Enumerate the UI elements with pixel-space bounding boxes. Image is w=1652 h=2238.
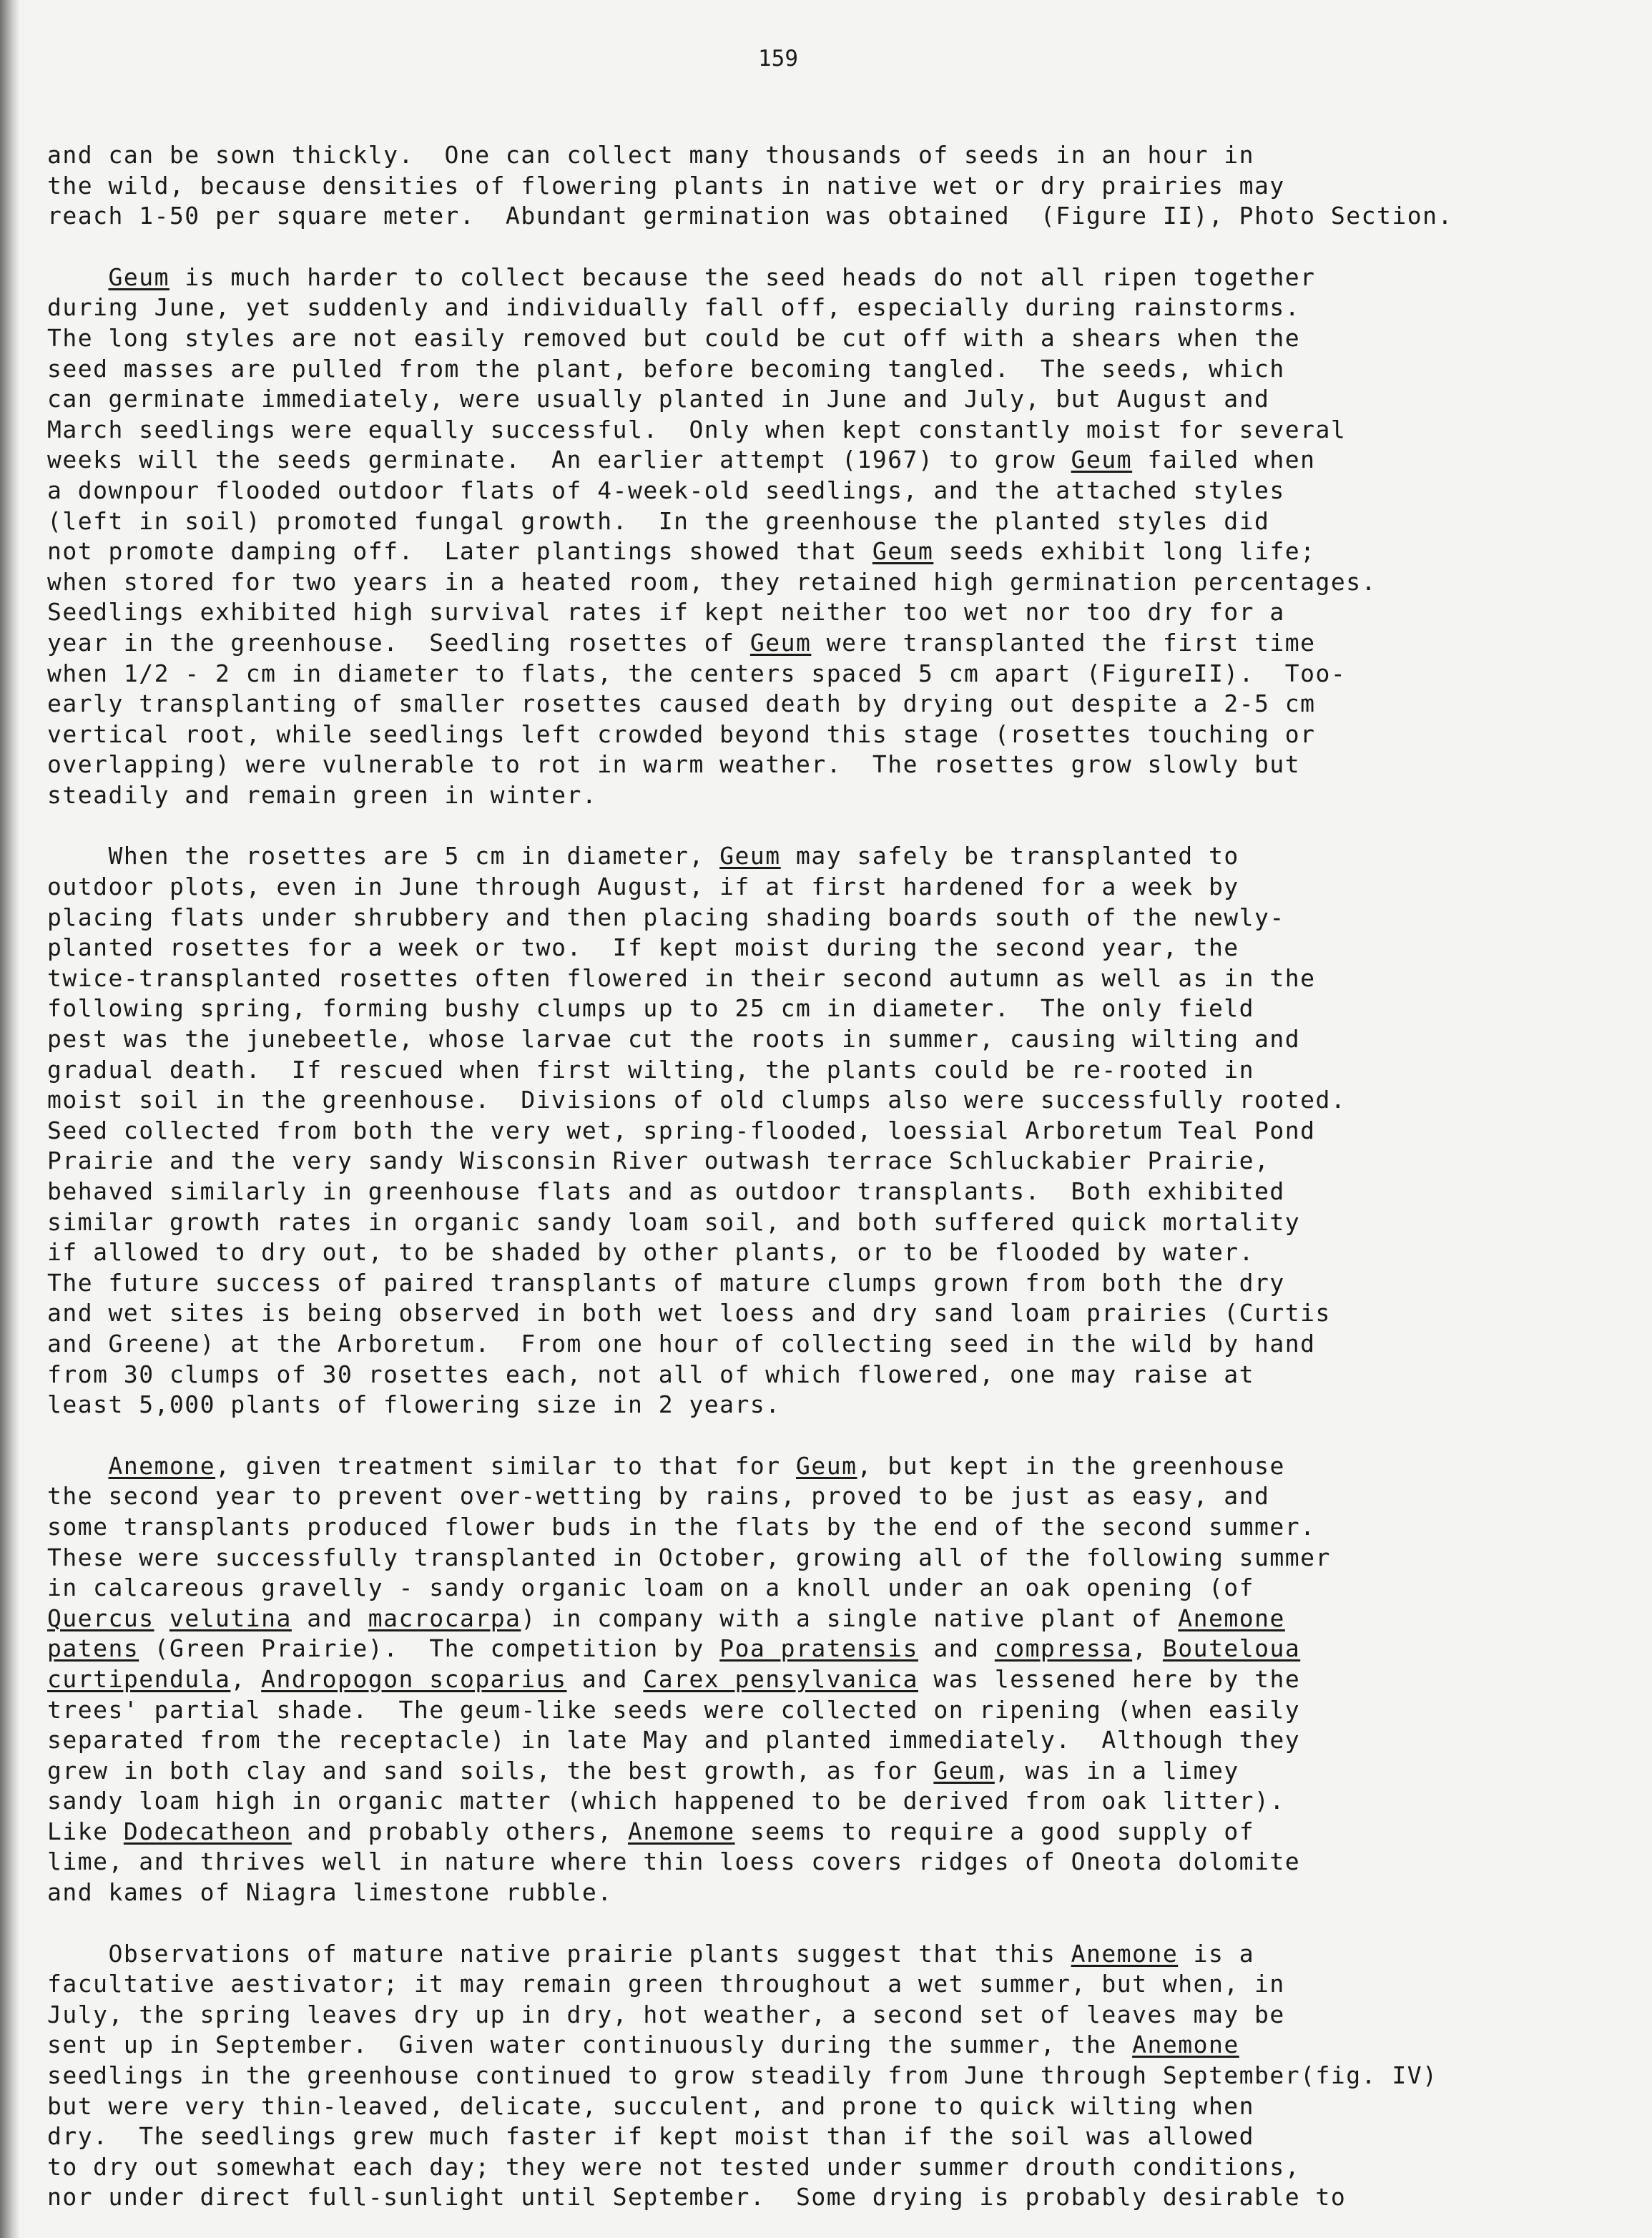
text-line: outdoor plots, even in June through August, if at first hardened for a week by — [47, 873, 1239, 901]
underlined-term: Anemone — [108, 1451, 216, 1480]
text-line: When the rosettes are 5 cm in diameter, Geum may safely be transplanted to — [47, 842, 1239, 870]
underlined-term: compressa — [994, 1634, 1133, 1663]
text-line: Seed collected from both the very wet, spring-flooded, loessial Arboretum Teal Pond — [47, 1116, 1316, 1144]
text-line: the wild, because densities of flowering plants in native wet or dry prairies may — [47, 171, 1285, 200]
text-line: reach 1-50 per square meter. Abundant germination was obtained (Figure II), Photo Section. — [47, 202, 1453, 230]
text-line: patens (Green Prairie). The competition by Poa pratensis and compressa, Bouteloua — [47, 1634, 1301, 1663]
text-line: and kames of Niagra limestone rubble. — [47, 1878, 613, 1907]
underlined-term: Anemone — [1071, 1939, 1179, 1968]
paragraph — [47, 1939, 1652, 2213]
text-line: These were successfully transplanted in October, growing all of the following summer — [47, 1543, 1331, 1571]
underlined-term: velutina — [169, 1604, 292, 1632]
text-line: dry. The seedlings grew much faster if kept moist than if the soil was allowed — [47, 2122, 1255, 2151]
page-edge-shadow — [0, 0, 20, 2238]
text-line: the second year to prevent over-wetting by rains, proved to be just as easy, and — [47, 1482, 1270, 1511]
text-line: separated from the receptacle) in late May and planted immediately. Although they — [47, 1726, 1301, 1754]
text-line: if allowed to dry out, to be shaded by other plants, or to be flooded by water. — [47, 1238, 1255, 1267]
text-line: weeks will the seeds germinate. An earlier attempt (1967) to grow Geum failed when — [47, 446, 1316, 474]
underlined-term: Anemone — [1178, 1604, 1285, 1632]
text-line: overlapping) were vulnerable to rot in warm weather. The rosettes grow slowly but — [47, 750, 1301, 779]
text-line: The long styles are not easily removed but could be cut off with a shears when the — [47, 323, 1301, 352]
underlined-term: Anemone — [627, 1817, 735, 1845]
underlined-term: Quercus — [47, 1604, 154, 1632]
paragraph-gap — [47, 1420, 1652, 1451]
text-line: least 5,000 plants of flowering size in 2 years. — [47, 1390, 781, 1419]
text-line: to dry out somewhat each day; they were not tested under summer drouth conditions, — [47, 2152, 1301, 2181]
paragraph-gap — [47, 232, 1652, 262]
text-line: facultative aestivator; it may remain green throughout a wet summer, but when, in — [47, 1970, 1285, 1998]
text-line: grew in both clay and sand soils, the best growth, as for Geum, was in a limey — [47, 1756, 1239, 1785]
underlined-term: Geum — [933, 1756, 995, 1785]
underlined-term: Geum — [1071, 446, 1133, 474]
text-line: and wet sites is being observed in both wet loess and dry sand loam prairies (Curtis — [47, 1299, 1331, 1327]
text-line: July, the spring leaves dry up in dry, hot weather, a second set of leaves may be — [47, 2000, 1285, 2028]
underlined-term: Geum — [796, 1451, 857, 1480]
page-number: 159 — [758, 46, 798, 72]
text-line: trees' partial shade. The geum-like seeds were collected on ripening (when easily — [47, 1695, 1301, 1724]
paragraph-gap — [47, 810, 1652, 841]
underlined-term: Geum — [719, 842, 781, 870]
underlined-term: Poa pratensis — [719, 1634, 918, 1663]
paragraph — [47, 841, 1652, 1420]
paragraph — [47, 140, 1652, 232]
text-line: placing flats under shrubbery and then placing shading boards south of the newly- — [47, 903, 1285, 931]
text-line: The future success of paired transplants of mature clumps grown from both the dry — [47, 1268, 1285, 1297]
text-line: and Greene) at the Arboretum. From one hour of collecting seed in the wild by hand — [47, 1329, 1316, 1358]
underlined-term: macrocarpa — [368, 1604, 521, 1632]
text-line: steadily and remain green in winter. — [47, 780, 598, 809]
text-line: twice-transplanted rosettes often flowered in their second autumn as well as in the — [47, 963, 1316, 992]
text-line: sandy loam high in organic matter (which happened to be derived from oak litter). — [47, 1787, 1285, 1815]
text-line: sent up in September. Given water continuously during the summer, the Anemone — [47, 2031, 1239, 2059]
underlined-term: Andropogon scoparius — [261, 1664, 567, 1693]
text-line: Prairie and the very sandy Wisconsin River outwash terrace Schluckabier Prairie, — [47, 1147, 1270, 1175]
paragraph — [47, 1451, 1652, 1908]
text-line: (left in soil) promoted fungal growth. In the greenhouse the planted styles did — [47, 506, 1270, 535]
underlined-term: Anemone — [1132, 2031, 1239, 2059]
text-line: Like Dodecatheon and probably others, Anemone seems to require a good supply of — [47, 1817, 1255, 1845]
underlined-term: curtipendula — [47, 1664, 231, 1693]
text-line: seedlings in the greenhouse continued to grow steadily from June through September(fig. IV) — [47, 2061, 1438, 2090]
text-line: similar growth rates in organic sandy loam soil, and both suffered quick mortality — [47, 1207, 1301, 1236]
underlined-term: Geum — [872, 537, 934, 566]
paragraph — [47, 262, 1652, 811]
underlined-term: Carex pensylvanica — [643, 1664, 918, 1693]
underlined-term: Geum — [108, 262, 169, 291]
text-line: Anemone, given treatment similar to that for Geum, but kept in the greenhouse — [108, 1451, 1285, 1480]
paragraph-gap — [47, 1908, 1652, 1939]
text-line: early transplanting of smaller rosettes caused death by drying out despite a 2-5 cm — [47, 689, 1316, 718]
text-line: seed masses are pulled from the plant, before becoming tangled. The seeds, which — [47, 354, 1285, 383]
text-line: year in the greenhouse. Seedling rosettes of Geum were transplanted the first time — [47, 628, 1316, 657]
body-text — [47, 140, 1652, 2213]
text-line: but were very thin-leaved, delicate, succulent, and prone to quick wilting when — [47, 2091, 1255, 2120]
text-line: and can be sown thickly. One can collect many thousands of seeds in an hour in — [47, 141, 1255, 169]
text-line: gradual death. If rescued when first wilting, the plants could be re-rooted in — [47, 1055, 1255, 1084]
text-line: in calcareous gravelly - sandy organic loam on a knoll under an oak opening (of — [47, 1574, 1255, 1602]
text-line: when 1/2 - 2 cm in diameter to flats, the centers spaced 5 cm apart (FigureII). Too- — [47, 659, 1347, 687]
text-line: can germinate immediately, were usually planted in June and July, but August and — [47, 385, 1270, 413]
text-line: pest was the junebeetle, whose larvae cut the roots in summer, causing wilting and — [47, 1025, 1301, 1054]
text-line: behaved similarly in greenhouse flats and as outdoor transplants. Both exhibited — [47, 1177, 1285, 1205]
underlined-term: Bouteloua — [1162, 1634, 1301, 1663]
text-line: March seedlings were equally successful. Only when kept constantly moist for several — [47, 415, 1347, 443]
text-line: Seedlings exhibited high survival rates if kept neither too wet nor too dry for a — [47, 598, 1285, 627]
text-line: Quercus velutina and macrocarpa) in company with a single native plant of Anemone — [47, 1604, 1285, 1632]
text-line: a downpour flooded outdoor flats of 4-week-old seedlings, and the attached styles — [47, 476, 1285, 504]
text-line: some transplants produced flower buds in the flats by the end of the second summer. — [47, 1512, 1316, 1541]
text-line: moist soil in the greenhouse. Divisions of old clumps also were successfully rooted. — [47, 1086, 1347, 1114]
underlined-term: Geum — [749, 628, 812, 657]
text-line: planted rosettes for a week or two. If kept moist during the second year, the — [47, 933, 1239, 962]
text-line: Geum is much harder to collect because the seed heads do not all ripen together — [108, 262, 1316, 291]
text-line: lime, and thrives well in nature where thin loess covers ridges of Oneota dolomite — [47, 1847, 1301, 1876]
underlined-term: Dodecatheon — [123, 1817, 292, 1845]
underlined-term: patens — [47, 1634, 139, 1663]
text-line: nor under direct full-sunlight until September. Some drying is probably desirable to — [47, 2183, 1347, 2212]
text-line: curtipendula, Andropogon scoparius and Carex pensylvanica was lessened here by the — [47, 1664, 1301, 1693]
text-line: when stored for two years in a heated room, they retained high germination percentages. — [47, 567, 1377, 596]
text-line: not promote damping off. Later plantings showed that Geum seeds exhibit long life; — [47, 537, 1316, 566]
text-line: vertical root, while seedlings left crowded beyond this stage (rosettes touching or — [47, 720, 1316, 748]
text-line: Observations of mature native prairie plants suggest that this Anemone is a — [47, 1939, 1255, 1968]
text-line: from 30 clumps of 30 rosettes each, not all of which flowered, one may raise at — [47, 1360, 1255, 1388]
text-line: following spring, forming bushy clumps up to 25 cm in diameter. The only field — [47, 994, 1255, 1023]
text-line: during June, yet suddenly and individually fall off, especially during rainstorms. — [47, 293, 1301, 322]
